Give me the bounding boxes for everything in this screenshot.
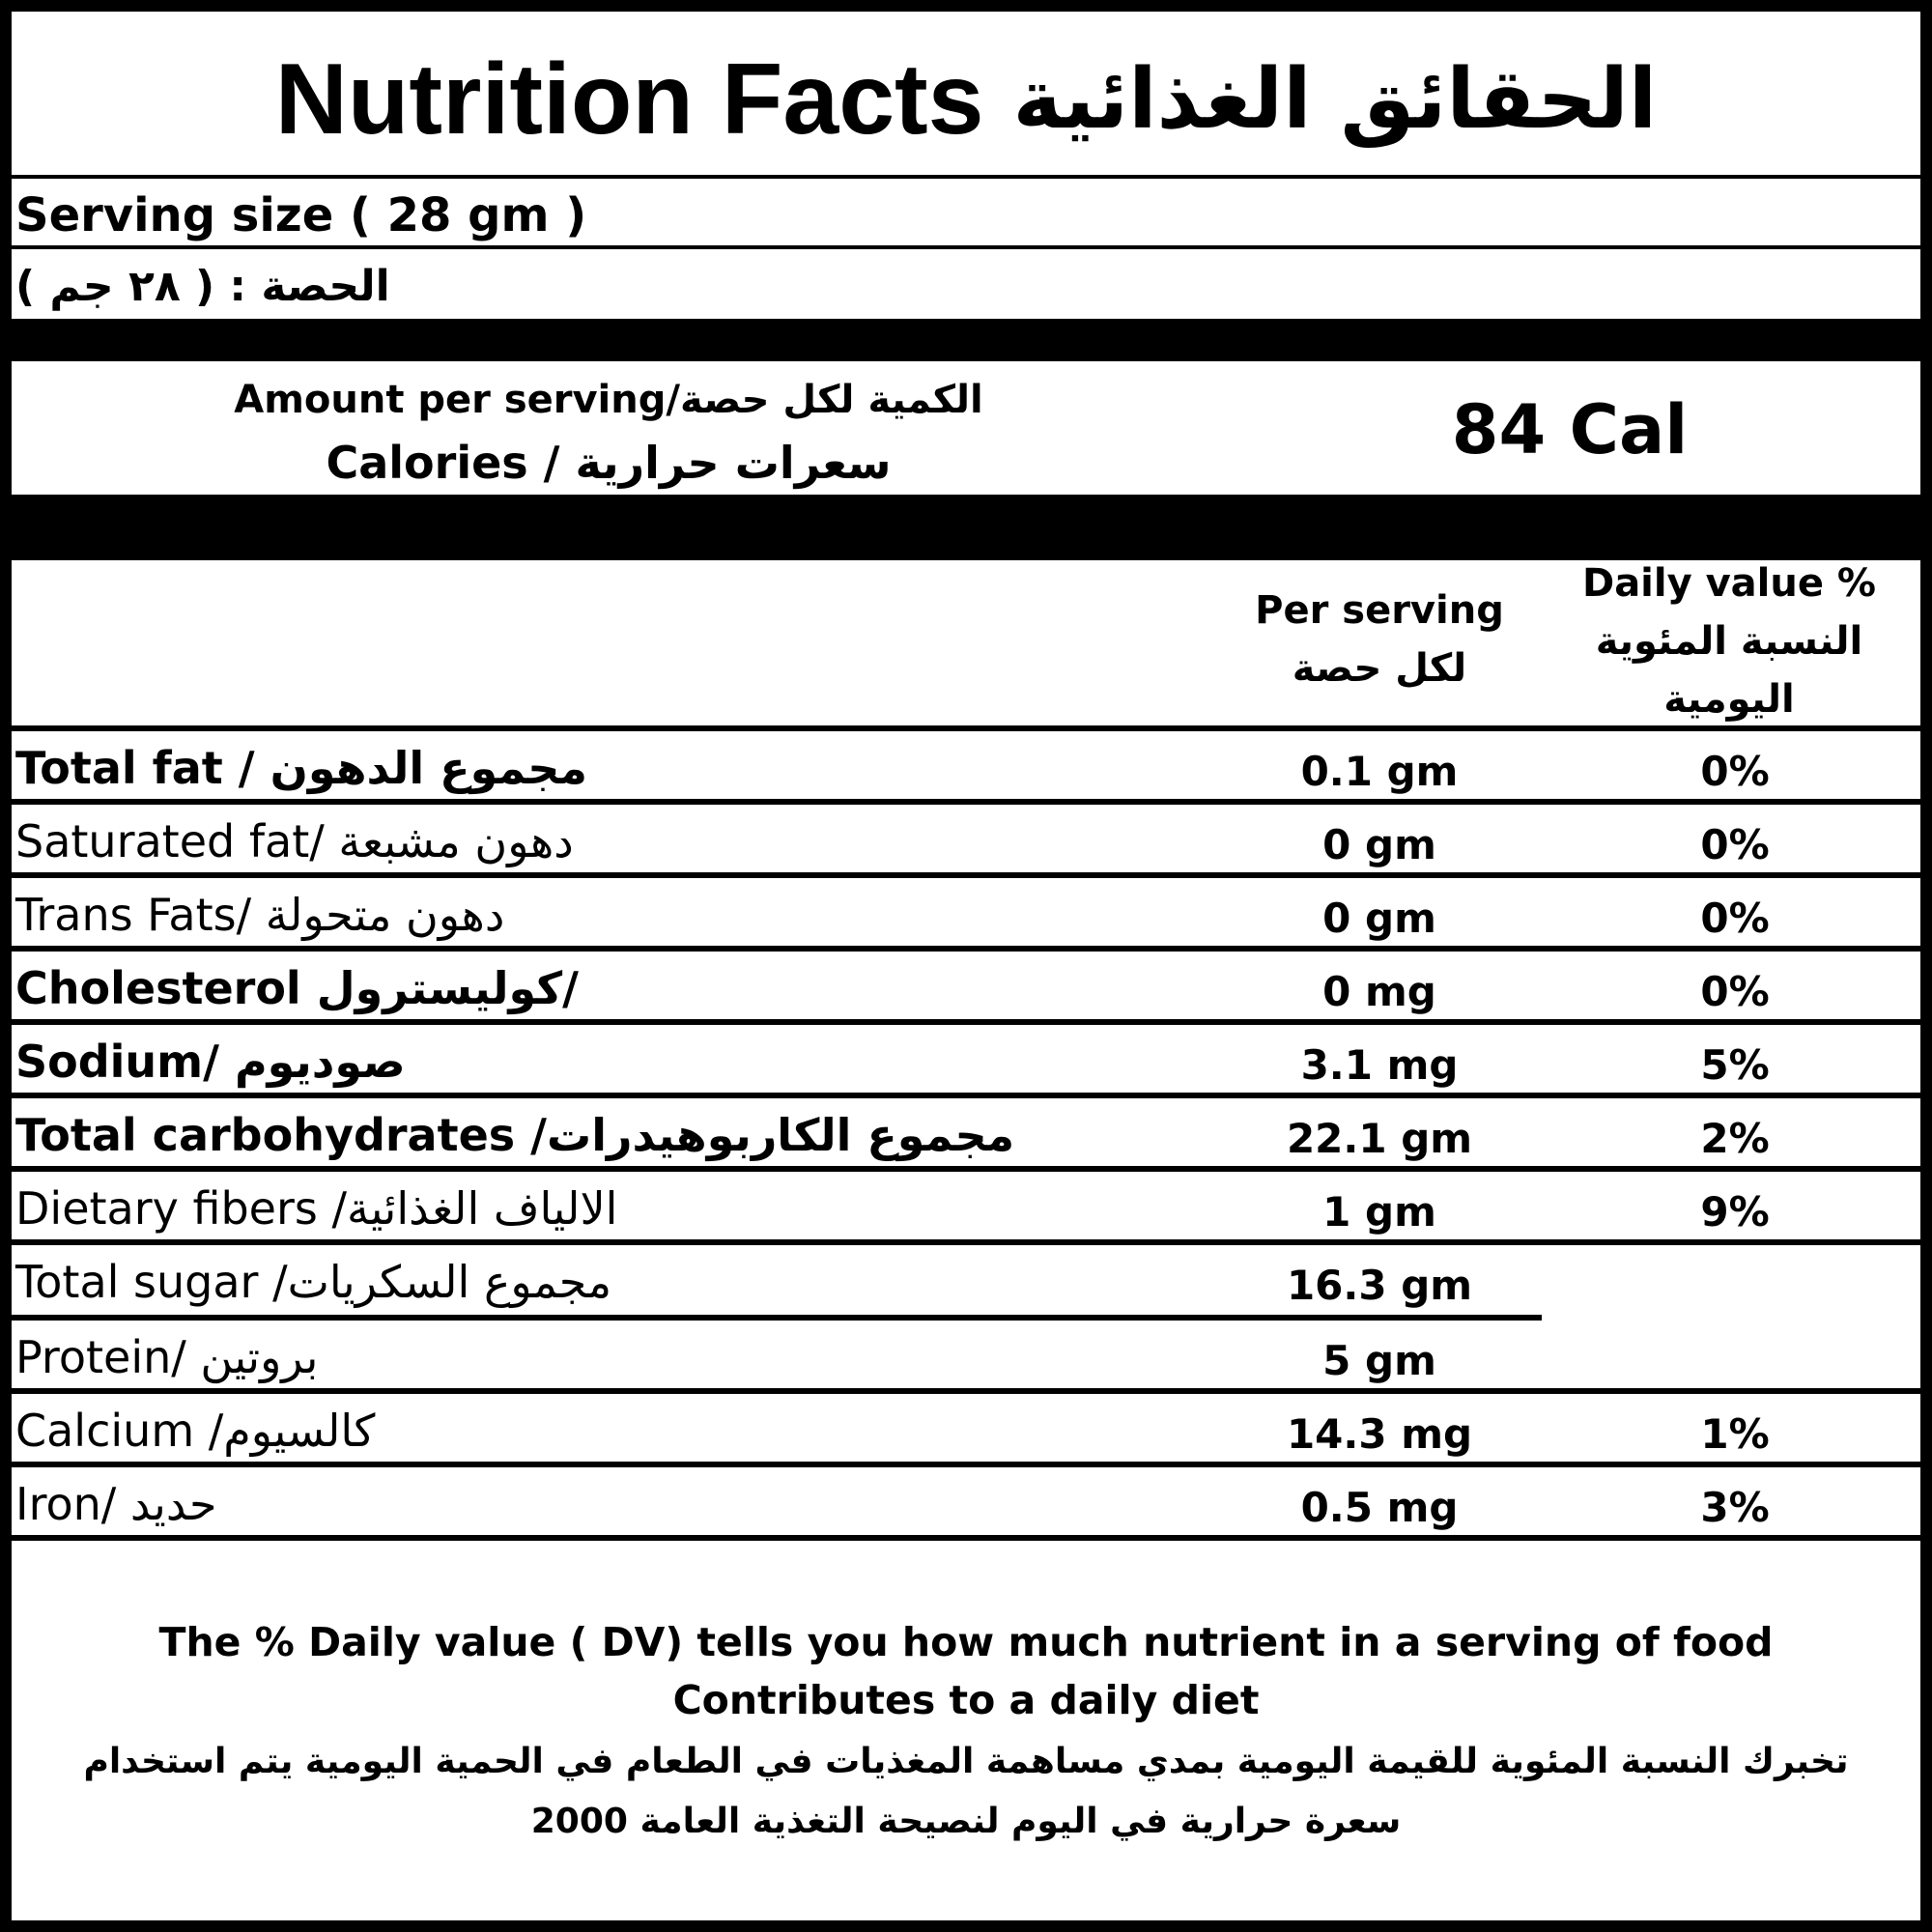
per-serving-header-english: Per serving xyxy=(1255,588,1504,633)
daily-value: 2% xyxy=(1700,1115,1770,1162)
nutrition-facts-title xyxy=(0,27,1932,172)
nutrient-row-saturated-fat xyxy=(0,805,1932,878)
per-serving-value: 22.1 gm xyxy=(1286,1115,1473,1162)
daily-value: 0% xyxy=(1700,968,1770,1015)
daily-value: 1% xyxy=(1700,1410,1770,1458)
footnote-arabic-line2: سعرة حرارية في اليوم لنصيحة التغذية العامة 2000 xyxy=(530,1802,1402,1841)
nutrient-row-dietary-fibers xyxy=(0,1172,1932,1245)
per-serving-value: 0 gm xyxy=(1322,821,1436,868)
nutrient-row-total-sugar xyxy=(0,1245,1932,1319)
footnote-arabic-line1: تخبرك النسبة المئوية للقيمة اليومية بمدي مساهمة المغذيات في الطعام في الحمية اليومية يتم استخدام xyxy=(83,1742,1849,1781)
daily-value: 0% xyxy=(1700,748,1770,795)
daily-value: 3% xyxy=(1700,1484,1770,1531)
daily-value xyxy=(1638,1321,1832,1394)
nutrient-name: Protein/ بروتين xyxy=(15,1331,319,1383)
per-serving-value: 0 mg xyxy=(1322,968,1436,1015)
nutrient-name: Calcium /كالسيوم xyxy=(15,1405,376,1457)
per-serving-value: 5 gm xyxy=(1322,1337,1436,1384)
title-english: Nutrition Facts xyxy=(274,43,984,156)
daily-value-header-arabic-line2: اليومية xyxy=(1663,677,1795,722)
nutrient-row-calcium xyxy=(0,1394,1932,1467)
per-serving-value: 3.1 mg xyxy=(1300,1041,1459,1089)
nutrient-name: Cholesterol كوليسترول/ xyxy=(15,962,579,1014)
nutrient-row-sodium xyxy=(0,1025,1932,1098)
amount-per-serving-label: Amount per serving/الكمية لكل حصة xyxy=(234,378,983,422)
nutrient-row-protein xyxy=(0,1321,1932,1394)
nutrient-row-total-carbohydrates xyxy=(0,1098,1932,1172)
nutrient-name: Iron/ حديد xyxy=(15,1478,217,1530)
daily-value: 5% xyxy=(1700,1041,1770,1089)
per-serving-header-arabic: لكل حصة xyxy=(1292,646,1467,691)
nutrient-name: Trans Fats/ دهون متحولة xyxy=(15,889,505,941)
calories-label: Calories / سعرات حرارية xyxy=(326,437,892,489)
calories-value: 84 Cal xyxy=(1451,390,1689,469)
divider xyxy=(0,175,1932,179)
daily-value xyxy=(1638,1245,1832,1319)
daily-value: 9% xyxy=(1700,1188,1770,1236)
daily-value: 0% xyxy=(1700,895,1770,942)
nutrient-row-cholesterol xyxy=(0,952,1932,1025)
nutrient-name: Sodium/ صوديوم xyxy=(15,1036,406,1088)
nutrient-name: Total carbohydrates /مجموع الكاربوهيدرات xyxy=(15,1109,1015,1161)
per-serving-value: 0.1 gm xyxy=(1300,748,1459,795)
per-serving-value: 16.3 gm xyxy=(1286,1262,1473,1309)
thick-divider-bar xyxy=(0,319,1932,361)
serving-size-arabic: الحصة : ( ٢٨ جم ) xyxy=(15,262,390,311)
daily-value-header-arabic-line1: النسبة المئوية xyxy=(1595,619,1863,664)
per-serving-value: 0 gm xyxy=(1322,895,1436,942)
nutrient-name: Total fat / مجموع الدهون xyxy=(15,742,587,794)
nutrient-name: Saturated fat/ دهون مشبعة xyxy=(15,815,574,867)
nutrient-row-iron xyxy=(0,1467,1932,1541)
title-arabic: الحقائق الغذائية xyxy=(1012,51,1658,148)
per-serving-value: 1 gm xyxy=(1322,1188,1436,1236)
daily-value-header-english: Daily value % xyxy=(1581,561,1876,606)
per-serving-value: 14.3 mg xyxy=(1286,1410,1473,1458)
footnote-english-line1: The % Daily value ( DV) tells you how much nutrient in a serving of food xyxy=(158,1619,1774,1665)
nutrient-name: Total sugar /مجموع السكريات xyxy=(15,1256,612,1308)
serving-size-english: Serving size ( 28 gm ) xyxy=(15,188,587,242)
nutrient-row-total-fat xyxy=(0,731,1932,805)
nutrient-row-trans-fats xyxy=(0,878,1932,952)
thick-divider-bar xyxy=(0,495,1932,560)
nutrient-name: Dietary fibers /الالياف الغذائية xyxy=(15,1182,618,1235)
footnote-english-line2: Contributes to a daily diet xyxy=(672,1677,1260,1723)
divider xyxy=(0,245,1932,249)
per-serving-value: 0.5 mg xyxy=(1300,1484,1459,1531)
daily-value: 0% xyxy=(1700,821,1770,868)
